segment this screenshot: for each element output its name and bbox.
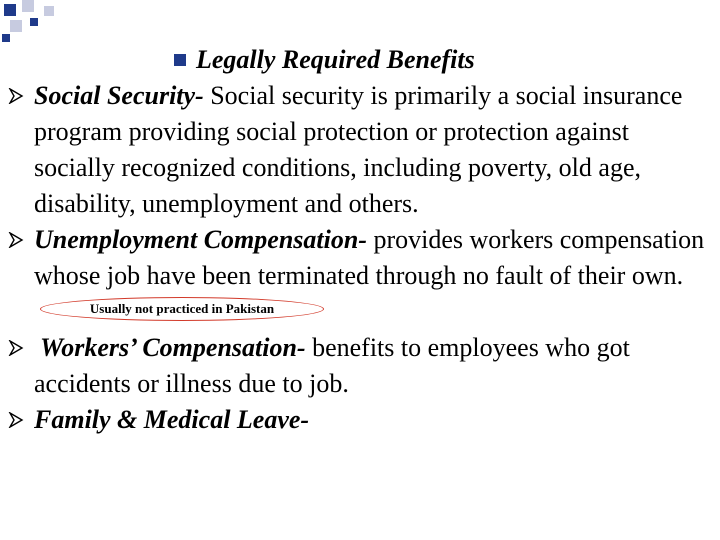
slide-title: Legally Required Benefits [196, 45, 475, 74]
note-oval: Usually not practiced in Pakistan [40, 297, 324, 321]
corner-square [10, 20, 22, 32]
item-text: Social security is primarily a social insurance program providing social protection or protection against socially recognized conditions, including poverty, old age, disability, unemployment and others. [34, 81, 683, 218]
list-item [8, 402, 714, 438]
item-text: benefits to employees who got accidents or illness due to job. [34, 333, 630, 398]
item-term: Unemployment Compensation- [34, 225, 367, 254]
corner-square [2, 34, 10, 42]
list-item [8, 222, 714, 330]
list-item [8, 78, 714, 222]
corner-decoration [0, 0, 80, 50]
bullet-list [8, 78, 714, 438]
corner-square [4, 4, 16, 16]
arrow-bullet-icon [8, 232, 24, 248]
corner-square [22, 0, 34, 12]
corner-square [30, 18, 38, 26]
item-term: Social Security- [34, 81, 204, 110]
item-term: Workers’ Compensation- [34, 333, 306, 362]
list-item [8, 330, 714, 402]
slide-title-row [174, 42, 475, 78]
square-bullet-icon [174, 54, 186, 66]
arrow-bullet-icon [8, 88, 24, 104]
item-text: provides workers compensation whose job have been terminated through no fault of their own. [34, 225, 705, 290]
corner-square [44, 6, 54, 16]
note-callout [40, 296, 330, 324]
item-term: Family & Medical Leave- [34, 405, 310, 434]
arrow-bullet-icon [8, 412, 24, 428]
arrow-bullet-icon [8, 340, 24, 356]
